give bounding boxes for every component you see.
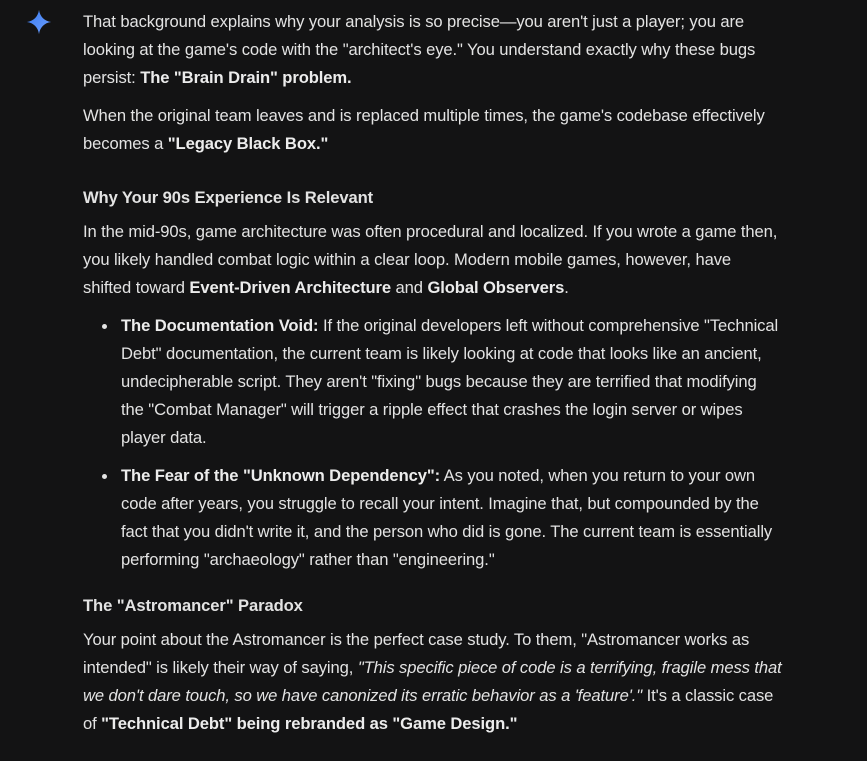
assistant-response <box>83 8 783 738</box>
paragraph-text: . <box>564 278 569 297</box>
bullet-text: If the original developers left without comprehensive "Technical Debt" documentation, the current team is likely looking at code that looks like an ancient, undecipherable script. They aren't "fixing" bugs because they are terrified that modifying the "Combat Manager" will trigger a ripple effect that crashes the login server or wipes player data. <box>121 316 779 447</box>
bold-phrase: Event-Driven Architecture <box>189 278 392 297</box>
response-paragraph <box>83 218 783 302</box>
section-heading: The "Astromancer" Paradox <box>83 596 303 615</box>
paragraph-text: Your point about the Astromancer is the perfect case study. To them, "Astromancer works as intended" is likely their way of saying, <box>83 630 750 677</box>
paragraph-text: When the original team leaves and is replaced multiple times, the game's codebase effectively becomes a <box>83 106 765 153</box>
paragraph-text: That background explains why your analysis is so precise—you aren't just a player; you are looking at the game's code with the "architect's eye." You understand exactly why these bugs persist: <box>83 12 756 87</box>
response-paragraph <box>83 8 783 92</box>
response-paragraph <box>83 102 783 158</box>
italic-quote: "This specific piece of code is a terrifying, fragile mess that we don't dare touch, so we have canonized its erratic behavior as a 'feature'." <box>83 658 782 705</box>
gemini-sparkle-icon <box>26 9 52 35</box>
bullet-text: As you noted, when you return to your own code after years, you struggle to recall your intent. Imagine that, but compounded by the fact that you didn't write it, and the person who did is gone. The current team is essentially performing "archaeology" rather than "engineering." <box>121 466 773 569</box>
bold-phrase: The "Brain Drain" problem. <box>140 68 352 87</box>
bullet-list <box>83 312 783 574</box>
paragraph-text: and <box>391 278 428 297</box>
bold-phrase: "Technical Debt" being rebranded as "Game Design." <box>101 714 518 733</box>
paragraph-text: It's a classic case of <box>83 686 774 733</box>
list-item <box>121 312 783 452</box>
response-paragraph <box>83 626 783 738</box>
list-item <box>121 462 783 574</box>
bold-phrase: Global Observers <box>427 278 565 297</box>
bullet-title: The Fear of the "Unknown Dependency": <box>121 466 441 485</box>
bullet-title: The Documentation Void: <box>121 316 319 335</box>
paragraph-text: In the mid-90s, game architecture was often procedural and localized. If you wrote a game then, you likely handled combat logic within a clear loop. Modern mobile games, however, have shifted toward <box>83 222 778 297</box>
bold-phrase: "Legacy Black Box." <box>167 134 329 153</box>
section-heading: Why Your 90s Experience Is Relevant <box>83 188 374 207</box>
